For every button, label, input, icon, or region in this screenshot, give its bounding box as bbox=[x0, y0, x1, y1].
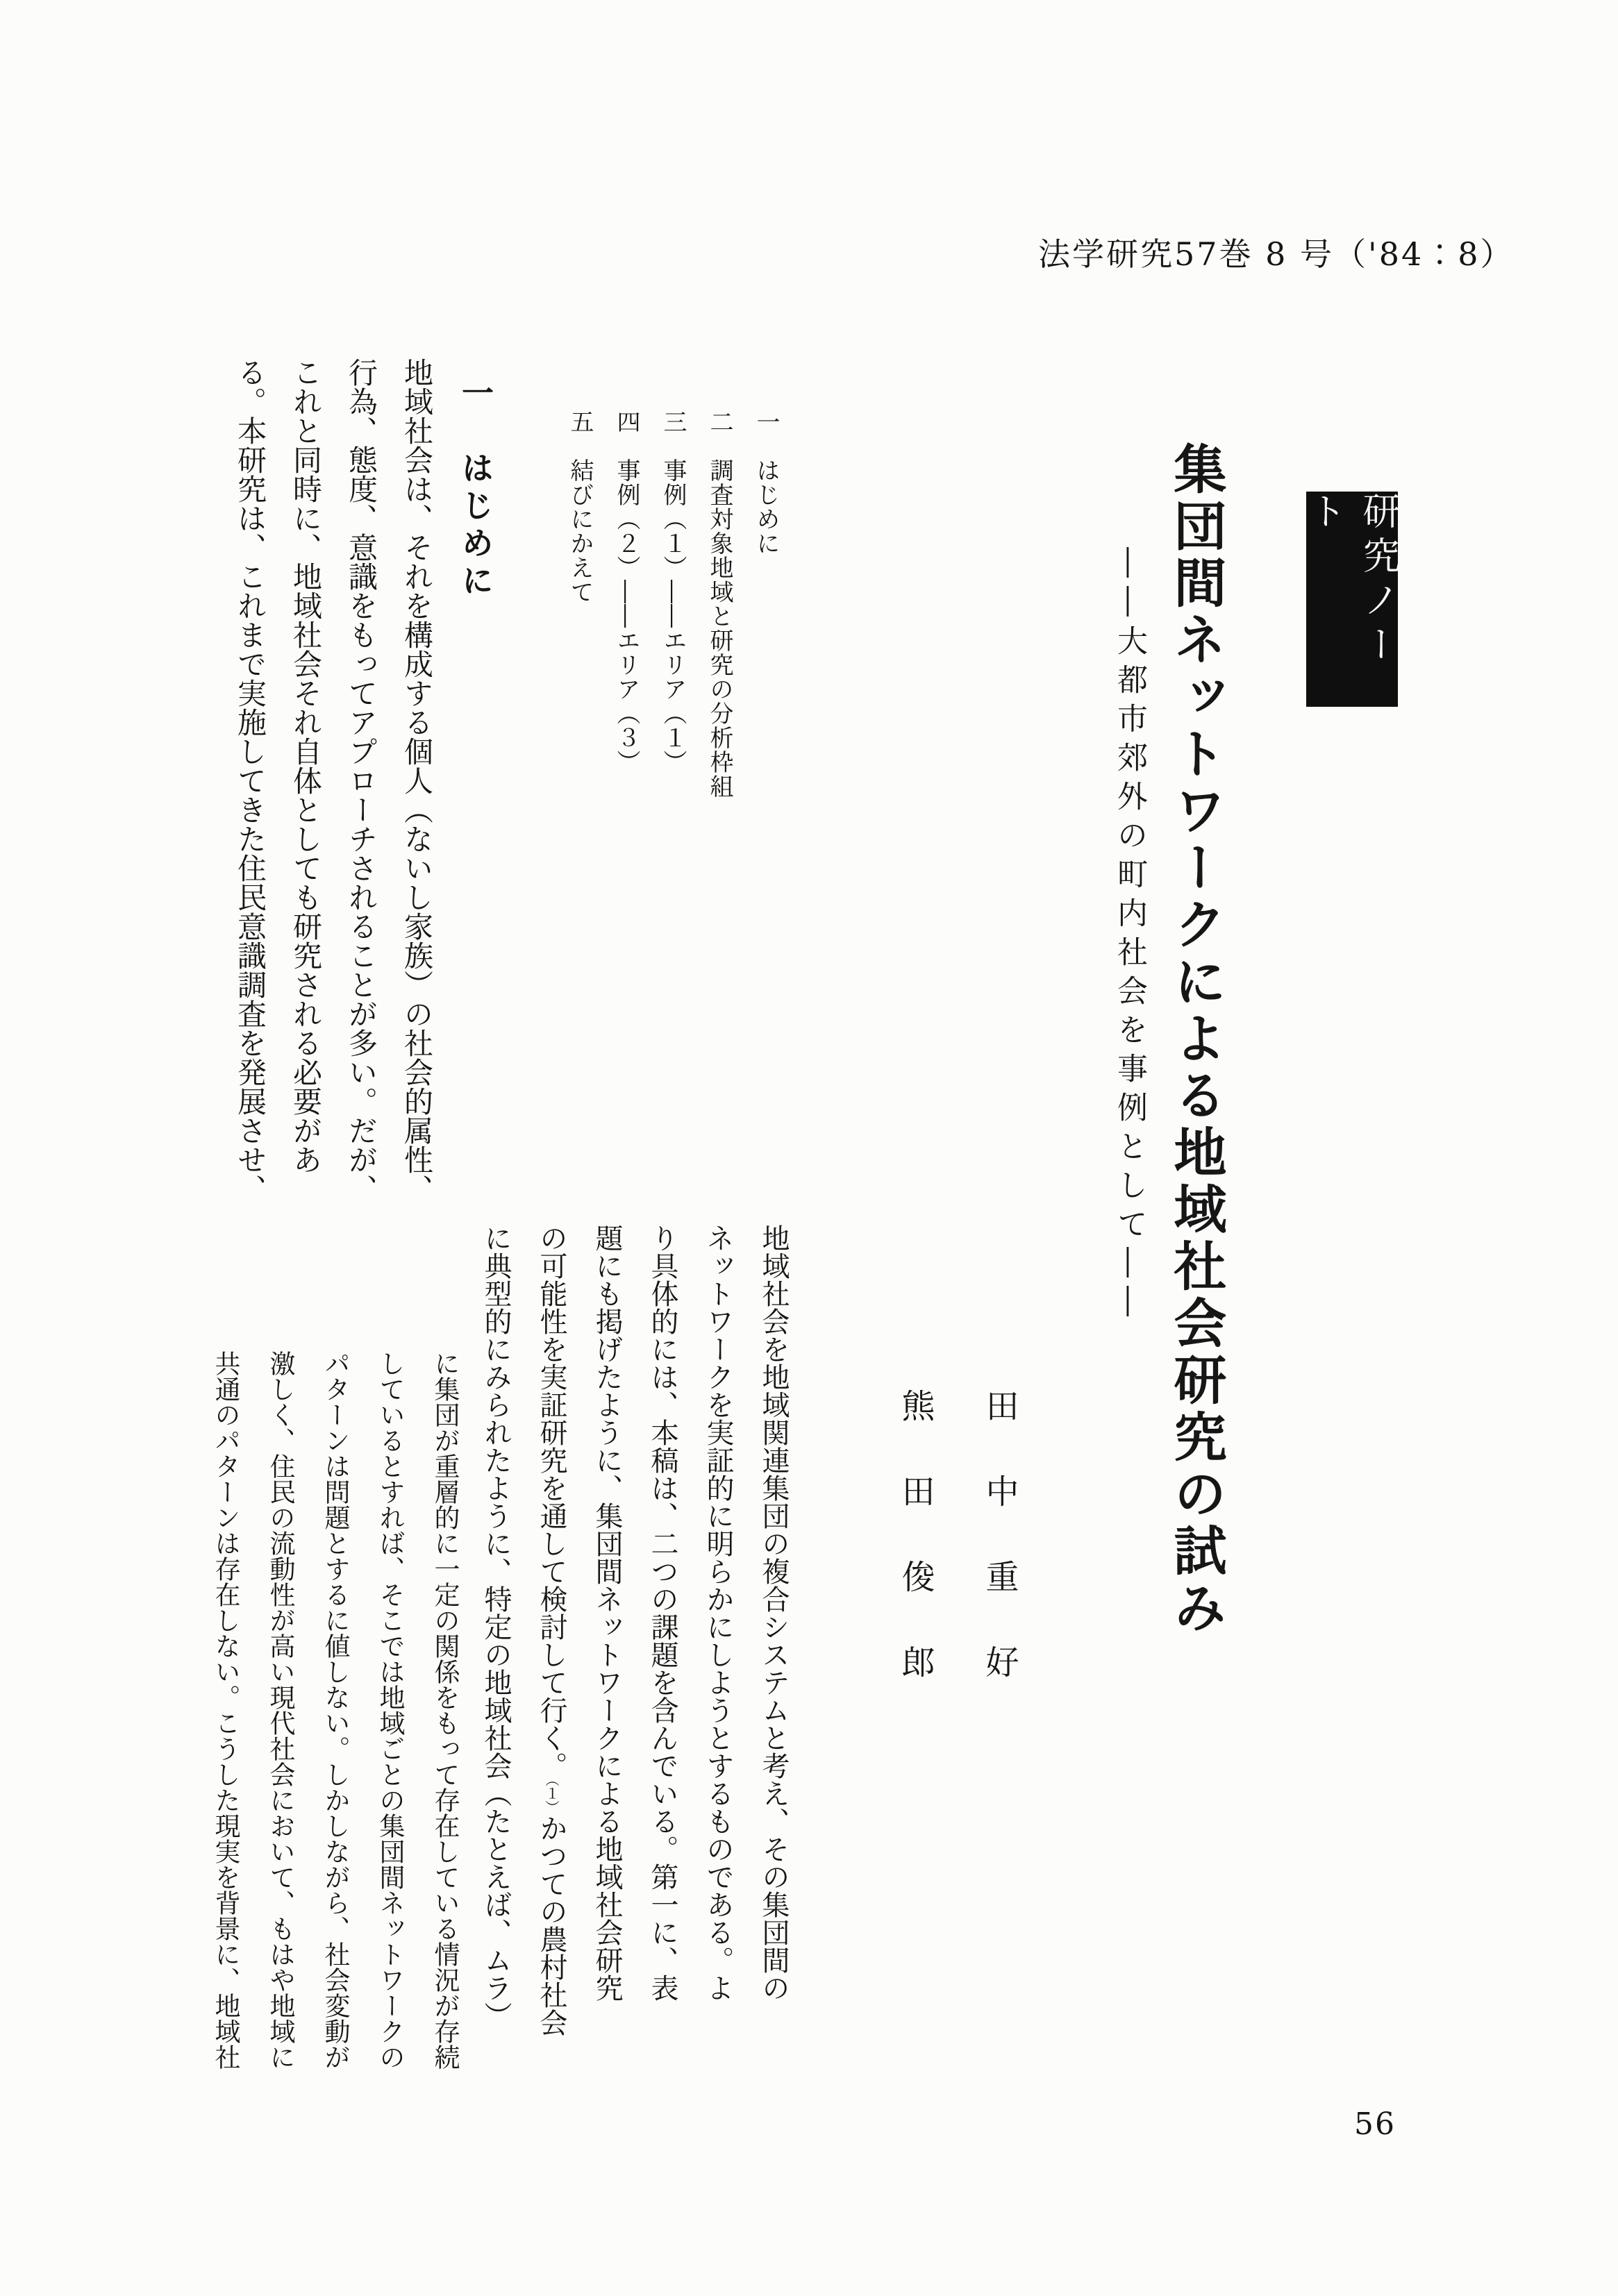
journal-header: 法学研究57巻 8 号（'84：8） bbox=[1038, 235, 1515, 273]
text-column: 地域社会は、それを構成する個人（ないし家族）の社会的属性、 bbox=[400, 358, 434, 1203]
body-paragraph-upper bbox=[467, 1224, 801, 2064]
article-title: 集団間ネットワークによる地域社会研究の試み bbox=[1165, 442, 1227, 1637]
text-column: 激しく、住民の流動性が高い現代社会において、もはや地域に bbox=[265, 1350, 295, 2070]
toc-item-3: 三 事例（１）――エリア（１） bbox=[659, 410, 687, 774]
page-number: 56 bbox=[1354, 2106, 1396, 2142]
text-column: 題にも掲げたように、集団間ネットワークによる地域社会研究 bbox=[591, 1224, 623, 2002]
intro-paragraph bbox=[221, 358, 444, 1253]
section-heading: 一 はじめに bbox=[457, 376, 494, 601]
text-column: 地域社会を地域関連集団の複合システムと考え、その集団間の bbox=[758, 1224, 790, 2002]
toc-item-4: 四 事例（２）――エリア（３） bbox=[612, 410, 640, 774]
text-column: り具体的には、本稿は、二つの課題を含んでいる。第一に、表 bbox=[647, 1224, 678, 2002]
author-name-kumada: 熊田俊郎 bbox=[896, 1389, 935, 1730]
text-column: る。本研究は、これまで実施してきた住民意識調査を発展させ、 bbox=[233, 358, 267, 1203]
toc-item-1: 一 はじめに bbox=[752, 410, 780, 555]
text-run: の可能性を実証研究を通して検討して行く。 bbox=[535, 1224, 567, 1779]
toc-item-2: 二 調査対象地域と研究の分析枠組 bbox=[706, 410, 733, 798]
table-of-contents bbox=[554, 410, 789, 868]
text-column: これと同時に、地域社会それ自体としても研究される必要があ bbox=[289, 358, 323, 1174]
text-column: ネットワークを実証的に明らかにしようとするものである。よ bbox=[702, 1224, 734, 2002]
text-column-with-footnote bbox=[524, 1224, 579, 2064]
text-column: 共通のパターンは存在しない。こうした現実を背景に、地域社 bbox=[210, 1350, 240, 2070]
text-column: に集団が重層的に一定の関係をもって存在している情況が存続 bbox=[430, 1350, 460, 2070]
text-run: かつての農村社会 bbox=[535, 1814, 567, 2036]
text-column: パターンは問題とするに値しない。しかしながら、社会変動が bbox=[320, 1350, 350, 2070]
text-column: 行為、態度、意識をもってアプローチされることが多い。だが、 bbox=[344, 358, 378, 1203]
toc-item-5: 五 結びにかえて bbox=[566, 410, 594, 604]
body-paragraph-lower bbox=[197, 1350, 472, 2093]
footnote-marker: （１） bbox=[543, 1779, 560, 1814]
author-name-tanaka: 田中重好 bbox=[980, 1389, 1019, 1730]
research-note-text: 研究ノート bbox=[1303, 492, 1401, 669]
text-column: に典型的にみられたように、特定の地域社会（たとえば、ムラ） bbox=[480, 1224, 512, 2029]
text-column: しているとすれば、そこでは地域ごとの集団間ネットワークの bbox=[375, 1350, 405, 2070]
article-subtitle: ――大都市郊外の町内社会を事例として―― bbox=[1112, 547, 1147, 1325]
research-note-label bbox=[1303, 492, 1401, 707]
